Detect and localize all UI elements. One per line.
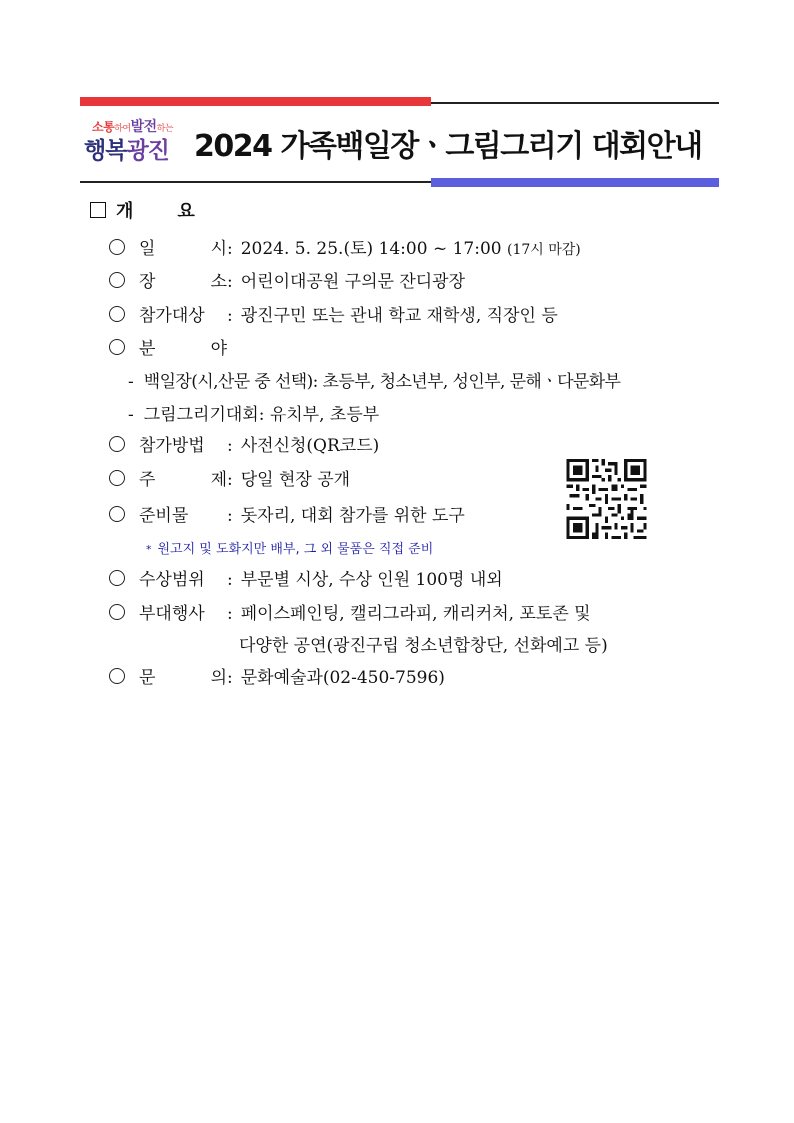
bullet-circle-icon xyxy=(109,470,125,486)
item-value: 페이스페인팅, 캘리그라피, 캐리커처, 포토존 및 xyxy=(240,604,591,624)
item-supplies: 준비물 : 돗자리, 대회 참가를 위한 도구 xyxy=(109,505,465,527)
bullet-circle-icon xyxy=(109,604,125,620)
item-value: 어린이대공원 구의문 잔디광장 xyxy=(240,272,466,292)
item-award: 수상범위 : 부문별 시상, 수상 인원 100명 내외 xyxy=(109,569,503,591)
item-contact: 문 의: 문화예술과(02-450-7596) xyxy=(109,667,445,689)
item-label: 장 소 xyxy=(139,272,227,292)
item-field xyxy=(109,338,227,360)
item-value: 그림그리기대회: 유치부, 초등부 xyxy=(143,405,380,425)
item-label: 일 시 xyxy=(139,239,227,259)
item-label: 부대행사 xyxy=(139,604,205,624)
item-value: 백일장(시,산문 중 선택): 초등부, 청소년부, 성인부, 문해ㆍ다문화부 xyxy=(143,372,621,392)
item-label: 참가방법 xyxy=(139,436,205,456)
page-title: 2024 가족백일장ㆍ그림그리기 대회안내 xyxy=(194,129,702,164)
bullet-circle-icon xyxy=(109,306,125,322)
item-method: 참가방법 : 사전신청(QR코드) xyxy=(109,435,379,457)
item-value: 당일 현장 공개 xyxy=(240,470,351,490)
bullet-circle-icon xyxy=(109,272,125,288)
item-events: 부대행사 : 페이스페인팅, 캘리그라피, 캐리커처, 포토존 및 xyxy=(109,603,591,625)
header-red-bar xyxy=(80,97,431,106)
item-label: 분 야 xyxy=(139,339,227,359)
district-logo xyxy=(84,113,174,169)
item-value: 2024. 5. 25.(토) 14:00 ~ 17:00 xyxy=(240,239,502,259)
item-value: 돗자리, 대회 참가를 위한 도구 xyxy=(240,506,465,526)
bullet-circle-icon xyxy=(109,436,125,452)
item-value: 사전신청(QR코드) xyxy=(240,436,380,456)
item-note: (17시 마감) xyxy=(507,242,581,258)
item-target: 참가대상 : 광진구민 또는 관내 학교 재학생, 직장인 등 xyxy=(109,305,558,327)
bullet-circle-icon xyxy=(109,239,125,255)
item-field-drawing: - 그림그리기대회: 유치부, 초등부 xyxy=(128,405,380,425)
item-value: 부문별 시상, 수상 인원 100명 내외 xyxy=(240,570,503,590)
item-label: 수상범위 xyxy=(139,570,205,590)
item-place: 장 소: 어린이대공원 구의문 잔디광장 xyxy=(109,271,465,293)
item-field-essay: - 백일장(시,산문 중 선택): 초등부, 청소년부, 성인부, 문해ㆍ다문화부 xyxy=(128,372,621,392)
header-blue-bar xyxy=(431,178,719,187)
logo-slogan: 소통하여발전하는 xyxy=(92,119,174,135)
header-bottom-rule xyxy=(80,181,431,183)
bullet-circle-icon xyxy=(109,668,125,684)
section-heading: 개 요 xyxy=(90,197,195,223)
checkbox-square-icon xyxy=(90,202,106,218)
item-label: 주 제 xyxy=(139,470,227,490)
qr-code-icon xyxy=(565,459,648,539)
item-label: 문 의 xyxy=(139,668,227,688)
header-top-rule xyxy=(431,102,719,104)
item-date: 일 시: 2024. 5. 25.(토) 14:00 ~ 17:00 (17시 마감) xyxy=(109,238,581,261)
item-value: 문화예술과(02-450-7596) xyxy=(240,668,445,688)
bullet-circle-icon xyxy=(109,339,125,355)
bullet-circle-icon xyxy=(109,506,125,522)
logo-name: 행복광진 xyxy=(84,138,169,164)
item-label: 참가대상 xyxy=(139,306,205,326)
item-value: 광진구민 또는 관내 학교 재학생, 직장인 등 xyxy=(240,306,558,326)
item-theme: 주 제: 당일 현장 공개 xyxy=(109,469,350,491)
supplies-note: * 원고지 및 도화지만 배부, 그 외 물품은 직접 준비 xyxy=(146,542,434,557)
item-events-continued: 다양한 공연(광진구립 청소년합창단, 선화예고 등) xyxy=(239,636,608,656)
bullet-circle-icon xyxy=(109,570,125,586)
item-label: 준비물 xyxy=(139,506,189,526)
